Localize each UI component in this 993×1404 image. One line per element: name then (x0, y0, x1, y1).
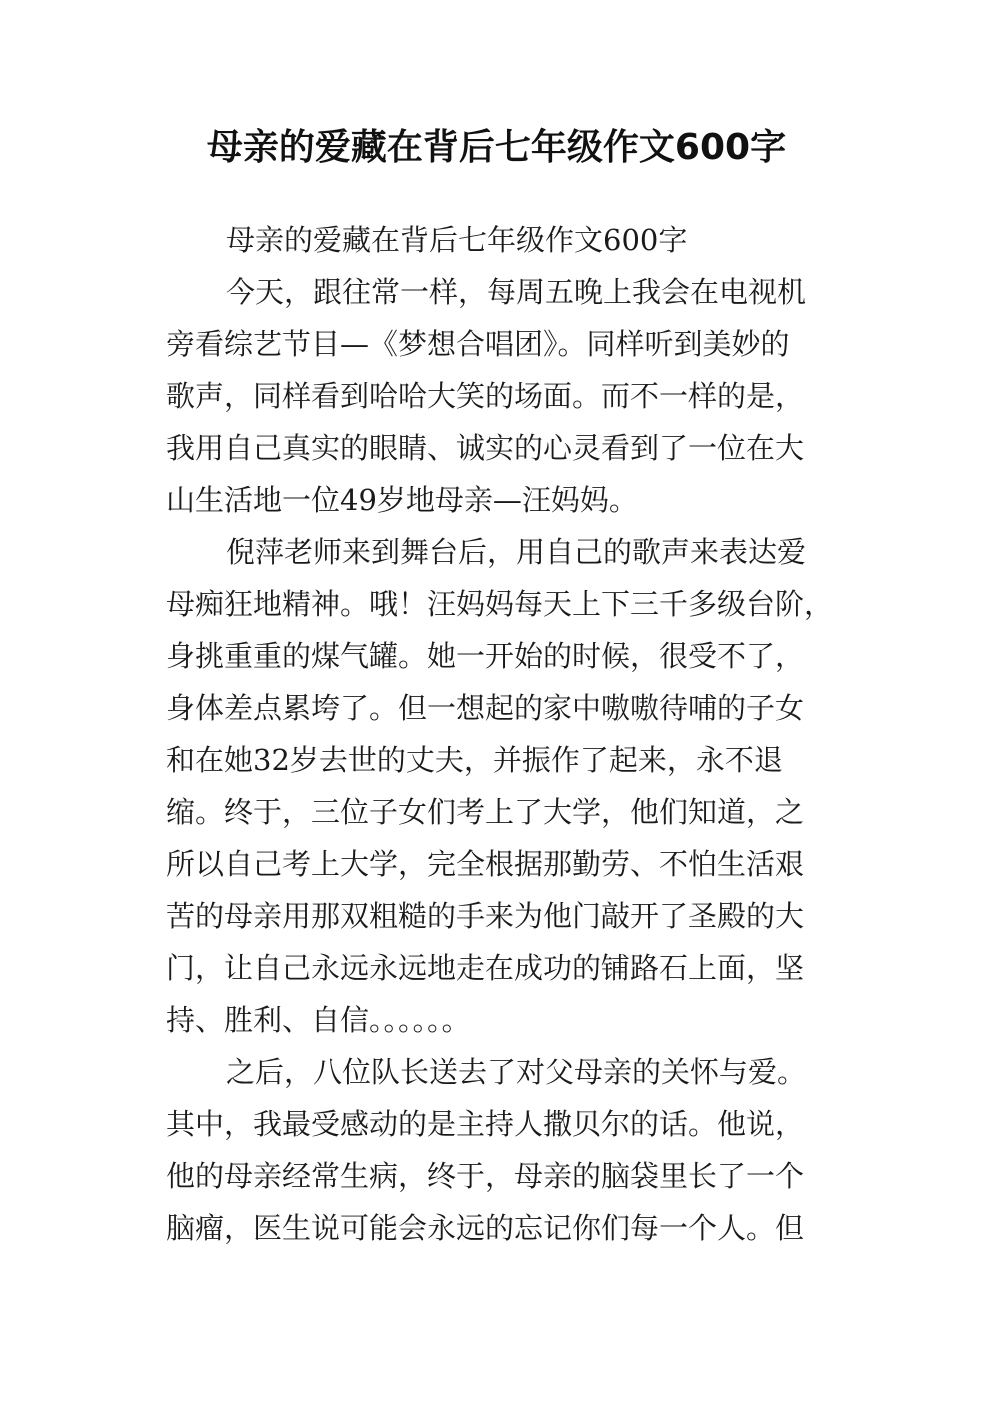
text-line: 今天，跟往常一样，每周五晚上我会在电视机 (226, 275, 807, 309)
text-line: 缩。终于，三位子女们考上了大学，他们知道，之 (166, 795, 805, 829)
document-title: 母亲的爱藏在背后七年级作文600字 (206, 127, 787, 168)
text-line: 母痴狂地精神。哦！汪妈妈每天上下三千多级台阶， (166, 587, 834, 621)
text-line: 所以自己考上大学，完全根据那勤劳、不怕生活艰 (166, 847, 805, 881)
text-line: 持、胜利、自信。。。。。。 (166, 1003, 471, 1037)
text-line: 其中，我最受感动的是主持人撒贝尔的话。他说， (166, 1107, 805, 1141)
text-line: 门，让自己永远永远地走在成功的铺路石上面，坚 (166, 951, 805, 985)
text-line: 之后，八位队长送去了对父母亲的关怀与爱。 (226, 1055, 807, 1089)
text-line: 母亲的爱藏在背后七年级作文600字 (226, 223, 688, 257)
text-line: 山生活地一位49岁地母亲—汪妈妈。 (166, 483, 638, 517)
text-line: 和在她32岁去世的丈夫，并振作了起来，永不退 (166, 743, 783, 777)
text-line: 脑瘤，医生说可能会永远的忘记你们每一个人。但 (166, 1211, 805, 1245)
text-line: 身体差点累垮了。但一想起的家中嗷嗷待哺的子女 (166, 691, 805, 725)
text-line: 他的母亲经常生病，终于，母亲的脑袋里长了一个 (166, 1159, 805, 1193)
document-body (166, 214, 846, 1254)
text-line: 歌声，同样看到哈哈大笑的场面。而不一样的是， (166, 379, 805, 413)
text-line: 身挑重重的煤气罐。她一开始的时候，很受不了， (166, 639, 805, 673)
text-line: 我用自己真实的眼睛、诚实的心灵看到了一位在大 (166, 431, 805, 465)
text-line: 倪萍老师来到舞台后，用自己的歌声来表达爱 (226, 535, 807, 569)
text-line: 苦的母亲用那双粗糙的手来为他门敲开了圣殿的大 (166, 899, 805, 933)
text-line: 旁看综艺节目—《梦想合唱团》。同样听到美妙的 (166, 327, 790, 361)
